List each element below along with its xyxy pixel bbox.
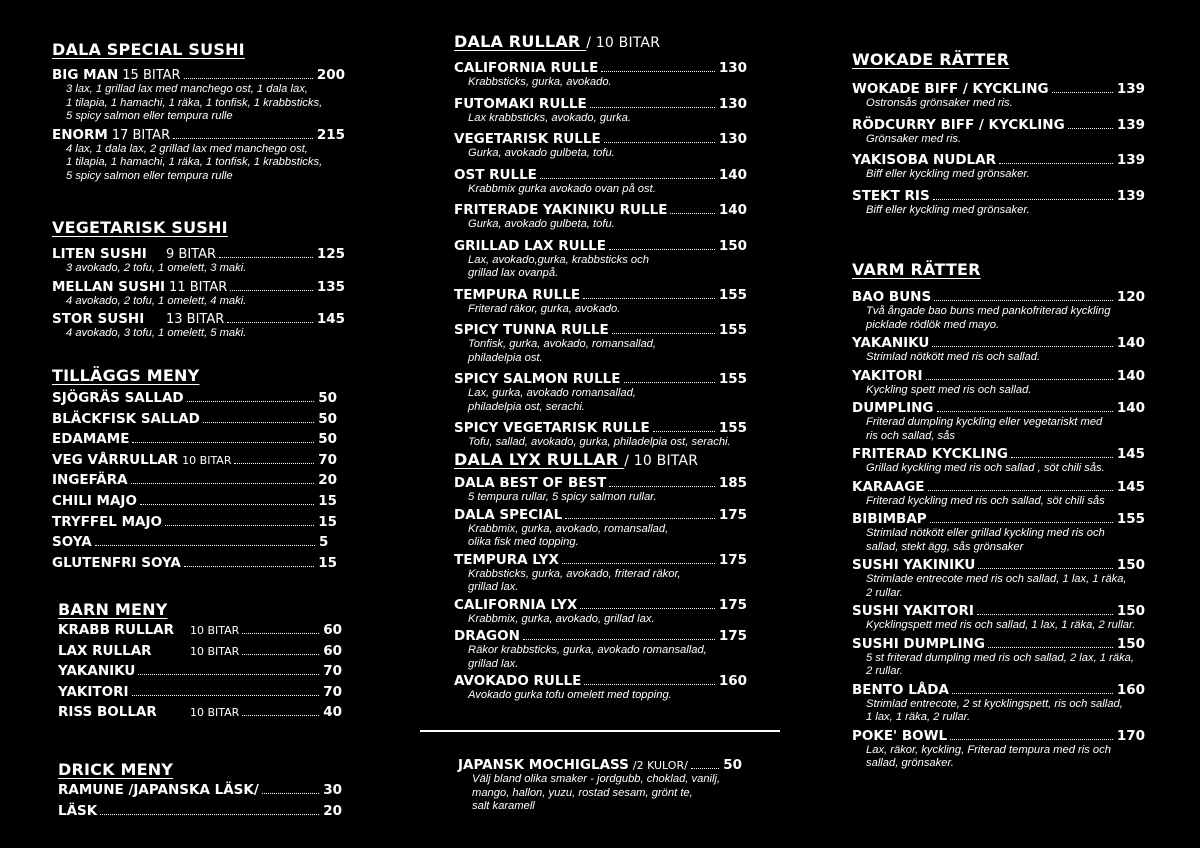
dot-leader: [988, 647, 1113, 648]
item-price: 175: [718, 596, 747, 613]
menu-item: [852, 682, 1145, 698]
item-qty: /2 KULOR/: [632, 759, 688, 772]
item-price: 120: [1116, 289, 1145, 305]
dot-leader: [234, 463, 314, 464]
dot-leader: [187, 401, 315, 402]
item-description: Krabbmix gurka avokado ovan på ost.: [468, 182, 656, 195]
item-description: Lax, gurka, avokado romansallad, philadelpia ost, serachi.: [468, 387, 636, 413]
item-price: 30: [323, 782, 342, 798]
item-price: 50: [723, 757, 742, 773]
item-description: Lax, räkor, kyckling, Friterad tempura med ris och sallad, grönsaker.: [866, 743, 1111, 769]
item-name: YAKANIKU: [852, 335, 930, 351]
menu-item: [454, 552, 747, 568]
item-price: 5: [319, 534, 329, 551]
item-price: 145: [316, 311, 345, 327]
section-varm-ratter: [852, 260, 1145, 774]
dot-leader: [140, 504, 314, 505]
item-name: YAKITORI: [852, 367, 923, 384]
item-price: 160: [1116, 681, 1145, 698]
menu-item: [454, 167, 747, 183]
item-price: 155: [718, 322, 747, 338]
dot-leader: [928, 490, 1113, 491]
section-drick-meny: [58, 760, 342, 824]
item-description: Tonfisk, gurka, avokado, romansallad, philadelpia ost.: [468, 338, 657, 364]
dot-leader: [930, 522, 1113, 523]
item-description: Grönsaker med ris.: [866, 132, 962, 145]
item-name: VEG VÅRRULLAR: [52, 451, 179, 468]
item-price: 155: [718, 420, 747, 436]
dot-leader: [950, 739, 1113, 740]
dot-leader: [1068, 128, 1113, 129]
item-name: FUTOMAKI RULLE: [454, 95, 587, 112]
item-qty: 13 BITAR: [166, 312, 225, 327]
item-qty: 15 BITAR: [122, 68, 181, 83]
item-price: 50: [318, 390, 337, 406]
menu-item: [52, 472, 337, 493]
item-price: 139: [1116, 152, 1145, 168]
dot-leader: [95, 545, 315, 546]
item-price: 15: [318, 492, 337, 509]
section-title-text: DALA LYX RULLAR: [454, 450, 619, 469]
item-description: 5 tempura rullar, 5 spicy salmon rullar.: [468, 491, 657, 503]
section-title: [454, 450, 747, 469]
dot-leader: [184, 566, 314, 567]
section-tillaggs-meny: [52, 366, 337, 575]
item-price: 20: [323, 803, 342, 819]
item-name: RISS BOLLAR: [58, 704, 157, 721]
item-name: FRITERADE YAKINIKU RULLE: [454, 202, 668, 218]
dot-leader: [601, 71, 714, 72]
item-qty: 17 BITAR: [111, 127, 171, 143]
menu-item: [52, 390, 337, 411]
menu-item: [852, 368, 1145, 384]
item-description: Friterad dumpling kyckling eller vegetariskt med ris och sallad, sås: [866, 416, 1103, 442]
item-description: Strimlad nötkött eller grillad kyckling med ris och sallad, stekt ägg, sås grönsaker: [866, 527, 1105, 553]
section-title: BARN MENY: [58, 600, 168, 619]
item-name: SUSHI DUMPLING: [852, 635, 985, 652]
item-description: Avokado gurka tofu omelett med topping.: [468, 689, 672, 701]
menu-item: [852, 335, 1145, 351]
item-name: DALA BEST OF BEST: [454, 475, 607, 491]
section-title: VEGETARISK SUSHI: [52, 218, 228, 237]
item-price: 175: [718, 506, 747, 523]
menu-item: [852, 446, 1145, 462]
item-price: 130: [718, 95, 747, 112]
item-description: Lax krabbsticks, avokado, gurka.: [468, 111, 631, 124]
item-price: 140: [718, 166, 747, 183]
menu-item: [52, 493, 337, 514]
section-dala-special-sushi: [52, 40, 345, 183]
item-name: DUMPLING: [852, 400, 934, 416]
dot-leader: [219, 257, 313, 258]
item-price: 60: [323, 642, 342, 659]
item-description: Strimlad entrecote, 2 st kycklingspett, ris och sallad, 1 lax, 1 räka, 2 rullar.: [866, 697, 1123, 723]
item-description: Två ångade bao buns med pankofriterad kyckling picklade rödlök med mayo.: [866, 305, 1111, 331]
menu-item: [852, 557, 1145, 573]
menu-item: [52, 514, 337, 535]
dot-leader: [604, 142, 715, 143]
menu-list: [454, 475, 747, 705]
item-price: 70: [323, 663, 342, 680]
item-description: Välj bland olika smaker - jordgubb, choklad, vanilj, mango, hallon, yuzu, rostad sesam, grönt te, salt karamell: [472, 773, 721, 812]
section-dala-lyx-rullar: [454, 450, 747, 705]
item-name: CHILI MAJO: [52, 492, 137, 509]
menu-item: [52, 534, 337, 555]
dot-leader: [242, 715, 319, 716]
item-description: Krabbsticks, gurka, avokado.: [468, 76, 612, 88]
item-price: 150: [1116, 557, 1145, 573]
item-price: 139: [1116, 116, 1145, 133]
item-description: Tofu, sallad, avokado, gurka, philadelpia ost, serachi.: [468, 436, 731, 448]
item-description: 4 avokado, 3 tofu, 1 omelett, 5 maki.: [66, 327, 247, 339]
menu-item: [58, 704, 342, 725]
item-name: AVOKADO RULLE: [454, 673, 582, 689]
section-title: VARM RÄTTER: [852, 260, 981, 279]
item-description: Krabbmix, gurka, avokado, grillad lax.: [468, 612, 655, 625]
dot-leader: [138, 674, 319, 675]
dot-leader: [262, 793, 319, 794]
item-description: Räkor krabbsticks, gurka, avokado romansallad, grillad lax.: [468, 644, 707, 670]
item-name: SUSHI YAKINIKU: [852, 557, 976, 573]
item-name: KRABB RULLAR: [58, 622, 174, 638]
menu-list: [852, 81, 1145, 223]
item-price: 160: [718, 673, 747, 689]
menu-item: [454, 96, 747, 112]
menu-item: [52, 411, 337, 432]
menu-item: [52, 311, 345, 327]
menu-item: [454, 597, 747, 613]
item-price: 50: [318, 431, 337, 448]
menu-item: [58, 782, 342, 803]
menu-item: [52, 555, 337, 576]
item-qty: 10 BITAR: [182, 453, 232, 467]
item-name: BIG MAN: [52, 67, 119, 83]
dot-leader: [691, 768, 719, 769]
item-price: 125: [316, 246, 345, 262]
menu-item: [52, 279, 345, 295]
item-name: LÄSK: [58, 803, 98, 819]
item-name: BIBIMBAP: [852, 511, 927, 527]
item-price: 130: [718, 60, 747, 76]
menu-item: [52, 431, 337, 452]
section-barn-meny: [58, 600, 342, 725]
item-qty: 10 BITAR: [190, 624, 240, 637]
item-price: 175: [718, 551, 747, 568]
item-description: Gurka, avokado gulbeta, tofu.: [468, 218, 615, 230]
item-price: 170: [1116, 727, 1145, 744]
menu-item: [454, 131, 747, 147]
menu-item: [852, 117, 1145, 133]
dot-leader: [100, 814, 319, 815]
section-subtitle: / 10 BITAR: [624, 453, 699, 469]
dot-leader: [932, 346, 1112, 347]
dot-leader: [132, 695, 320, 696]
item-name: CALIFORNIA LYX: [454, 596, 578, 613]
dot-leader: [173, 138, 313, 139]
dot-leader: [227, 322, 313, 323]
item-price: 150: [718, 237, 747, 254]
item-name: GLUTENFRI SOYA: [52, 554, 181, 571]
dot-leader: [653, 431, 715, 432]
item-name: MELLAN SUSHI: [52, 278, 166, 295]
section-dessert: [458, 757, 742, 814]
item-description: Biff eller kyckling med grönsaker.: [866, 203, 1030, 216]
dot-leader: [934, 300, 1113, 301]
item-name: JAPANSK MOCHIGLASS: [458, 757, 629, 773]
menu-item: [58, 622, 342, 643]
menu-item: [852, 188, 1145, 204]
item-price: 135: [316, 278, 345, 295]
section-dala-rullar: [454, 32, 747, 456]
section-title: DALA SPECIAL SUSHI: [52, 40, 245, 59]
item-qty: 9 BITAR: [166, 247, 217, 262]
menu-item: [454, 371, 747, 387]
item-description: Krabbsticks, gurka, avokado, friterad räkor, grillad lax.: [468, 567, 681, 593]
dot-leader: [1052, 92, 1113, 93]
item-price: 175: [718, 628, 747, 644]
dot-leader: [612, 333, 715, 334]
menu-item: [852, 289, 1145, 305]
dot-leader: [242, 654, 319, 655]
item-description: Grillad kyckling med ris och sallad , söt chili sås.: [866, 462, 1105, 474]
item-name: KARAAGE: [852, 478, 925, 495]
item-description: Friterad räkor, gurka, avokado.: [468, 302, 621, 315]
item-price: 139: [1116, 187, 1145, 204]
section-title: DRICK MENY: [58, 760, 174, 779]
item-name: SUSHI YAKITORI: [852, 603, 974, 619]
item-price: 15: [318, 513, 337, 530]
item-price: 70: [323, 683, 342, 700]
item-name: INGEFÄRA: [52, 472, 128, 489]
menu-item: [852, 152, 1145, 168]
item-name: BAO BUNS: [852, 289, 932, 305]
item-price: 140: [1116, 367, 1145, 384]
dot-leader: [999, 163, 1113, 164]
item-price: 130: [718, 131, 747, 147]
item-price: 20: [318, 472, 337, 489]
menu-list: [454, 60, 747, 456]
item-price: 145: [1116, 446, 1145, 462]
menu-item: [52, 246, 345, 262]
item-price: 140: [1116, 335, 1145, 351]
dot-leader: [590, 107, 715, 108]
item-description: 4 avokado, 2 tofu, 1 omelett, 4 maki.: [66, 294, 247, 307]
menu-item: [852, 479, 1145, 495]
item-name: RÖDCURRY BIFF / KYCKLING: [852, 116, 1065, 133]
section-title: WOKADE RÄTTER: [852, 50, 1010, 69]
item-price: 50: [318, 410, 337, 427]
item-name: SPICY VEGETARISK RULLE: [454, 420, 650, 436]
item-price: 40: [323, 704, 342, 721]
item-name: BENTO LÅDA: [852, 681, 949, 698]
menu-item: [852, 728, 1145, 744]
menu-item: [454, 238, 747, 254]
dot-leader: [1011, 457, 1113, 458]
item-price: 145: [1116, 478, 1145, 495]
item-name: TEMPURA LYX: [454, 551, 559, 568]
item-price: 140: [1116, 400, 1145, 416]
menu-item: [52, 127, 345, 143]
item-name: OST RULLE: [454, 166, 537, 183]
item-name: BLÄCKFISK SALLAD: [52, 410, 200, 427]
item-qty: 10 BITAR: [190, 706, 240, 720]
item-price: 15: [318, 554, 337, 571]
item-description: Ostronsås grönsaker med ris.: [866, 97, 1013, 109]
item-name: YAKANIKU: [58, 663, 136, 680]
item-description: 3 avokado, 2 tofu, 1 omelett, 3 maki.: [66, 262, 247, 274]
item-name: GRILLAD LAX RULLE: [454, 237, 607, 254]
section-title: [454, 32, 747, 51]
section-title-text: DALA RULLAR: [454, 32, 581, 51]
item-name: FRITERAD KYCKLING: [852, 446, 1008, 462]
dot-leader: [978, 568, 1112, 569]
dot-leader: [562, 563, 715, 564]
item-name: YAKISOBA NUDLAR: [852, 152, 996, 168]
dot-leader: [926, 379, 1113, 380]
dot-leader: [540, 178, 715, 179]
section-subtitle: / 10 BITAR: [586, 35, 661, 51]
item-name: SPICY SALMON RULLE: [454, 371, 621, 387]
item-qty: 11 BITAR: [169, 279, 228, 295]
dot-leader: [242, 633, 319, 634]
menu-item: [454, 475, 747, 491]
dot-leader: [523, 639, 715, 640]
item-description: Friterad kyckling med ris och sallad, söt chili sås: [866, 494, 1105, 507]
dot-leader: [624, 382, 715, 383]
menu-list: [852, 289, 1145, 774]
menu-item: [454, 628, 747, 644]
item-description: Krabbmix, gurka, avokado, romansallad, olika fisk med topping.: [468, 522, 669, 548]
dot-leader: [230, 290, 312, 291]
item-name: SJÖGRÄS SALLAD: [52, 390, 184, 406]
dot-leader: [670, 213, 714, 214]
item-name: YAKITORI: [58, 683, 129, 700]
item-price: 139: [1116, 81, 1145, 97]
item-description: Kycklingspett med ris och sallad, 1 lax, 1 räka, 2 rullar.: [866, 619, 1136, 631]
dot-leader: [609, 486, 714, 487]
dot-leader: [184, 78, 313, 79]
item-name: SOYA: [52, 534, 92, 551]
dot-leader: [132, 442, 314, 443]
menu-item: [852, 400, 1145, 416]
menu-item: [458, 757, 742, 773]
item-name: EDAMAME: [52, 431, 130, 448]
menu-item: [852, 636, 1145, 652]
item-name: LITEN SUSHI: [52, 246, 147, 262]
item-description: 3 lax, 1 grillad lax med manchego ost, 1 dala lax, 1 tilapia, 1 hamachi, 1 räka, 1 tonfisk, 1 krabbsticks, 5 spicy salmon eller tempura rulle: [66, 83, 323, 122]
dot-leader: [165, 525, 314, 526]
section-wokade-ratter: [852, 50, 1145, 223]
menu-item: [52, 452, 337, 473]
item-price: 215: [316, 126, 345, 143]
item-price: 155: [718, 371, 747, 387]
item-description: Strimlade entrecote med ris och sallad, 1 lax, 1 räka, 2 rullar.: [866, 573, 1127, 599]
menu-item: [852, 511, 1145, 527]
item-name: STEKT RIS: [852, 187, 930, 204]
item-name: WOKADE BIFF / KYCKLING: [852, 81, 1049, 97]
menu-item: [454, 202, 747, 218]
menu-item: [454, 322, 747, 338]
section-vegetarisk-sushi: [52, 218, 345, 341]
item-name: SPICY TUNNA RULLE: [454, 322, 609, 338]
dot-leader: [580, 608, 715, 609]
dot-leader: [952, 693, 1113, 694]
item-price: 155: [718, 286, 747, 303]
menu-item: [852, 603, 1145, 619]
dot-leader: [937, 411, 1113, 412]
dot-leader: [609, 249, 715, 250]
dot-leader: [584, 684, 715, 685]
item-price: 140: [718, 202, 747, 218]
menu-item: [852, 81, 1145, 97]
dot-leader: [977, 614, 1113, 615]
item-price: 60: [323, 622, 342, 638]
menu-item: [52, 67, 345, 83]
item-name: POKE' BOWL: [852, 727, 948, 744]
menu-item: [454, 60, 747, 76]
item-description: Kyckling spett med ris och sallad.: [866, 383, 1032, 396]
section-title: TILLÄGGS MENY: [52, 366, 200, 385]
dot-leader: [583, 298, 715, 299]
item-description: Gurka, avokado gulbeta, tofu.: [468, 147, 615, 159]
menu-item: [58, 684, 342, 705]
item-description: Biff eller kyckling med grönsaker.: [866, 168, 1030, 180]
menu-item: [58, 663, 342, 684]
menu-item: [454, 420, 747, 436]
item-name: TRYFFEL MAJO: [52, 513, 162, 530]
item-name: VEGETARISK RULLE: [454, 131, 601, 147]
dot-leader: [203, 422, 314, 423]
item-price: 155: [1116, 511, 1145, 527]
item-name: ENORM: [52, 126, 108, 143]
divider-line: [420, 730, 780, 732]
dot-leader: [131, 483, 315, 484]
menu-item: [454, 673, 747, 689]
item-name: STOR SUSHI: [52, 311, 145, 327]
item-name: DALA SPECIAL: [454, 506, 563, 523]
dot-leader: [933, 199, 1113, 200]
menu-item: [58, 643, 342, 664]
item-description: Lax, avokado,gurka, krabbsticks och grillad lax ovanpå.: [468, 253, 649, 279]
item-price: 70: [318, 451, 337, 468]
menu-item: [454, 507, 747, 523]
item-name: RAMUNE /JAPANSKA LÄSK/: [58, 782, 259, 798]
item-description: 5 st friterad dumpling med ris och sallad, 2 lax, 1 räka, 2 rullar.: [866, 651, 1135, 677]
item-price: 200: [316, 67, 345, 83]
item-price: 150: [1116, 635, 1145, 652]
menu-item: [58, 803, 342, 824]
menu-item: [454, 287, 747, 303]
item-name: DRAGON: [454, 628, 520, 644]
item-description: Strimlad nötkött med ris och sallad.: [866, 351, 1041, 363]
item-name: LAX RULLAR: [58, 642, 152, 659]
item-name: TEMPURA RULLE: [454, 286, 581, 303]
dot-leader: [565, 518, 715, 519]
item-qty: 10 BITAR: [190, 644, 240, 658]
item-name: CALIFORNIA RULLE: [454, 60, 599, 76]
item-price: 150: [1116, 603, 1145, 619]
item-price: 185: [718, 475, 747, 491]
item-description: 4 lax, 1 dala lax, 2 grillad lax med manchego ost, 1 tilapia, 1 hamachi, 1 räka, 1 tonfisk, 1 krabbsticks, 5 spicy salmon eller tempura rulle: [66, 142, 323, 182]
